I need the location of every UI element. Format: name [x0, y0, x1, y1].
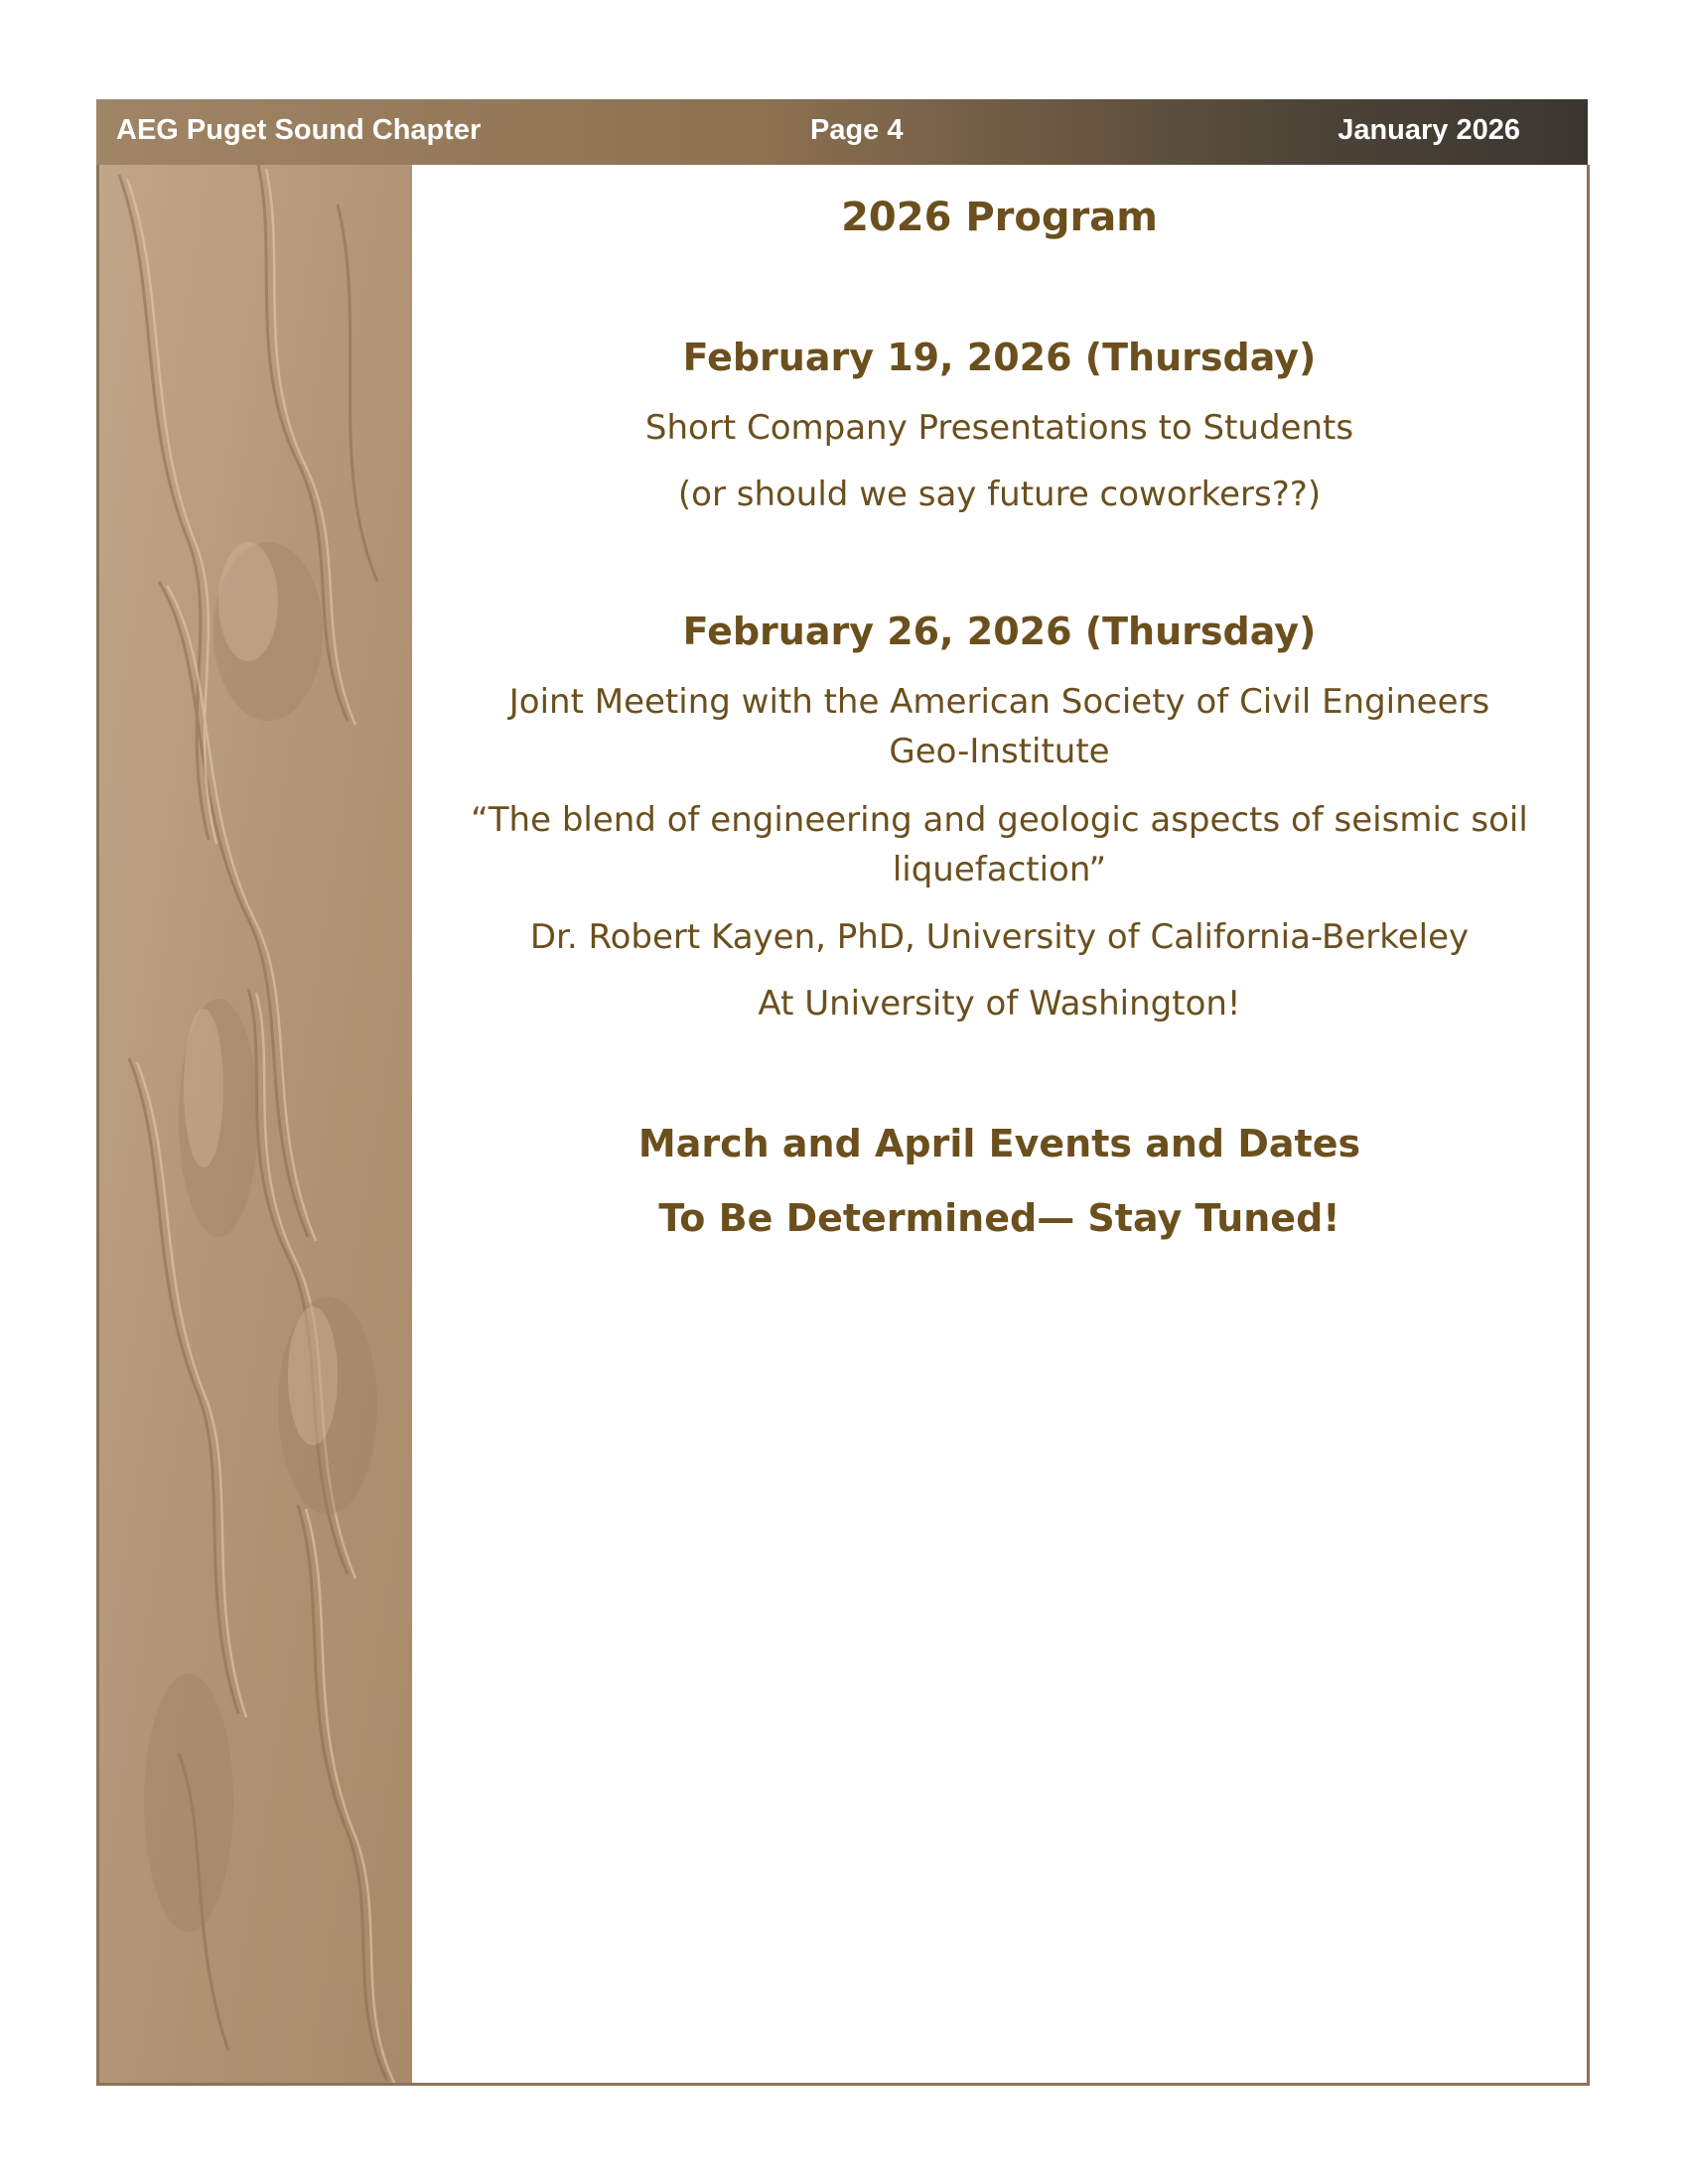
closing-line: March and April Events and Dates	[637, 1122, 1361, 1165]
talk-title-line: “The blend of engineering and geologic aspects of seismic soil	[471, 800, 1528, 840]
program-title: 2026 Program	[841, 195, 1158, 240]
talk-title-line: liquefaction”	[892, 850, 1107, 889]
speaker-line: Dr. Robert Kayen, PhD, University of California-Berkeley	[529, 917, 1470, 957]
event-description-line: Short Company Presentations to Students	[644, 408, 1354, 448]
newsletter-header-bar	[96, 99, 1588, 165]
closing-line: To Be Determined— Stay Tuned!	[658, 1196, 1340, 1240]
venue-line: At University of Washington!	[758, 984, 1241, 1024]
terrain-relief-image	[99, 165, 412, 2083]
page-number: Page 4	[810, 114, 904, 146]
event-description-line: Geo-Institute	[889, 732, 1110, 771]
page-frame	[96, 165, 1590, 2086]
event-description-line: (or should we say future coworkers??)	[677, 475, 1322, 514]
event-date-feb-19: February 19, 2026 (Thursday)	[682, 336, 1317, 379]
chapter-name: AEG Puget Sound Chapter	[116, 114, 482, 146]
issue-date: January 2026	[1337, 114, 1520, 146]
program-content	[412, 165, 1587, 2083]
event-description-line: Joint Meeting with the American Society of Civil Engineers	[508, 682, 1490, 722]
event-date-feb-26: February 26, 2026 (Thursday)	[682, 610, 1317, 653]
